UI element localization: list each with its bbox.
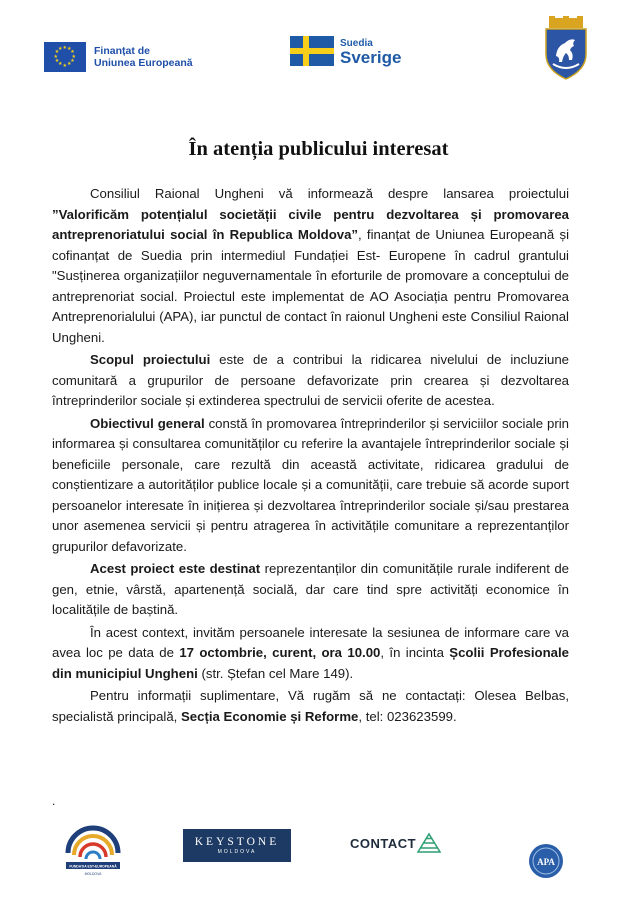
- apa-logo: [528, 843, 564, 879]
- sweden-logo-line1: Suedia: [340, 38, 373, 49]
- paragraph: [52, 184, 569, 348]
- contact-logo: [350, 832, 442, 854]
- notice-body: [52, 184, 569, 729]
- page-title: În atenția publicului interesat: [188, 138, 449, 160]
- paragraph: [52, 414, 569, 558]
- paragraph: [52, 350, 569, 412]
- text-run: reprezentanților din comunitățile rurale indiferent de gen, etnie, vârstă, apartenență socială, dar care tind spre activități economice în localitățile de baștină.: [52, 561, 569, 617]
- text-run: Consiliul Raional Ungheni vă informează despre lansarea proiectului: [90, 186, 569, 201]
- text-run: constă în promovarea întreprinderilor și serviciilor sociale prin informarea și consultarea comunităților cu referire la avantajele întreprinderilor sociale și beneficiile personale, care rezultă din această activitate, ridicarea gradului de conștientizare a autorităților publice locale și a comunității, care trebuie să acorde suport persoanelor interesate în inițierea și dezvoltarea întreprinderilor sociale și/sau prestarea unor asemenea servicii și pentru atragerea în activitățile comunitare a reprezentanților grupurilor defavorizate.: [52, 415, 569, 554]
- text-run: este de a contribui la ridicarea nivelului de incluziune comunitară a grupurilor de persoane defavorizate prin crearea și dezvoltarea întreprinderilor sociale și extinderea spectrului de servicii oferite de acestea.: [52, 352, 570, 408]
- bold-text: 17 octombrie, curent, ora 10.00: [179, 645, 381, 660]
- text-run: , tel: 023623599.: [358, 708, 457, 724]
- bold-text: Scopul proiectului: [90, 352, 211, 367]
- bold-text: Școlii Profesionale din municipiul Ungheni: [52, 645, 569, 681]
- apa-logo-text: APA: [537, 857, 555, 867]
- text-run: , în incinta: [380, 645, 450, 660]
- text-run: Pentru informații suplimentare, Vă rugăm să ne contactați: Olesea Belbas, specialistă principală,: [52, 688, 569, 724]
- paragraph: [52, 686, 569, 727]
- pee-logo-text: FUNDAȚIA EST-EUROPEANĂ: [69, 864, 117, 869]
- swedish-flag-icon: [290, 36, 334, 66]
- keystone-logo: [183, 829, 291, 862]
- eu-funding-text: [94, 45, 193, 69]
- bold-text: Obiectivul general: [90, 415, 205, 431]
- contact-logo-text: CONTACT: [350, 835, 417, 851]
- contact-stairs-icon: [416, 832, 442, 854]
- bold-text: Acest proiect este destinat: [90, 561, 261, 576]
- paragraph: [52, 623, 569, 685]
- eu-funding-line2: Uniunea Europeană: [94, 57, 193, 69]
- sweden-logo-text: [340, 37, 401, 65]
- text-run: (str. Ștefan cel Mare 149).: [197, 665, 354, 681]
- eu-flag-icon: ★ ★ ★ ★ ★ ★ ★ ★ ★ ★ ★ ★: [44, 42, 86, 72]
- ungheni-coat-of-arms-icon: [541, 16, 591, 80]
- east-european-foundation-logo: [62, 823, 124, 879]
- text-run: În acest context, invităm persoanele interesate la sesiunea de informare care va avea loc pe data de: [52, 624, 569, 660]
- sweden-logo-line2: Sverige: [340, 48, 402, 67]
- keystone-logo-line1: KEYSTONE: [194, 836, 280, 848]
- bold-text: Secția Economie și Reforme: [181, 708, 359, 724]
- sweden-logo: [290, 36, 401, 66]
- text-run: , finanțat de Uniunea Europeană și cofinanțat de Suedia prin intermediul Fundației Est- Europene în cadrul grantului "Susținerea organizațiilor neguvernamentale în eforturile de promovare a conceptului de antreprenoriat social. Proiectul este implementat de AO Asociația pentru Promovarea Antreprenorialului (APA), iar punctul de contact în raionul Ungheni este Consiliul Raional Ungheni.: [52, 227, 569, 345]
- eu-funding-logo: [44, 42, 193, 72]
- eu-funding-line1: Finanțat de: [94, 45, 151, 57]
- stray-mark: .: [52, 794, 56, 808]
- paragraph: [52, 559, 569, 621]
- bold-text: ”Valorificăm potențialul societății civile pentru dezvoltarea și promovarea antreprenoriatului social în Republica Moldova”: [52, 206, 569, 242]
- pee-logo-sub: MOLDOVA: [84, 872, 102, 876]
- keystone-logo-line2: MOLDOVA: [217, 849, 257, 855]
- page-header: [0, 0, 637, 90]
